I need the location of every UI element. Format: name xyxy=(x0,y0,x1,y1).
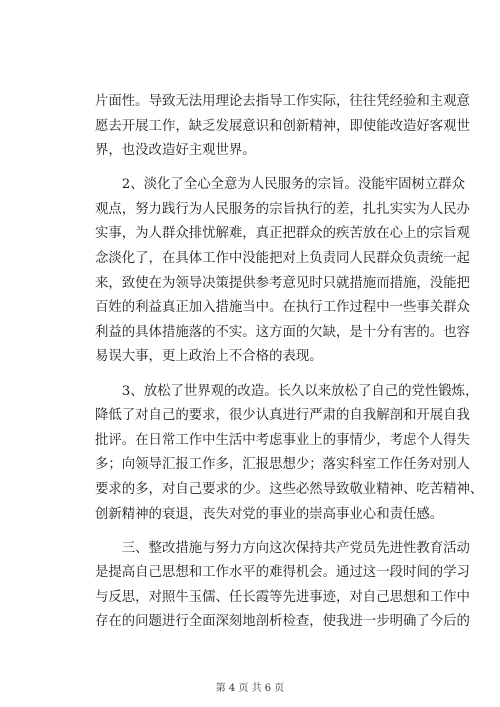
text-line: 2、淡化了全心全意为人民服务的宗旨。没能牢固树立群众 xyxy=(95,177,466,193)
text-line: 批评。在日常工作中生活中考虑事业上的事情少，考虑个人得失 xyxy=(95,432,470,448)
paragraph-gap xyxy=(95,527,410,537)
text-line: 降低了对自己的要求，很少认真进行严肃的自我解剖和开展自我 xyxy=(95,408,470,424)
document-body xyxy=(95,90,484,635)
paragraph xyxy=(95,90,470,164)
text-line: 是提高自己思想和工作水平的难得机会。通过这一段时间的学习 xyxy=(95,565,470,581)
text-line: 利益的具体措施落的不实。这方面的欠缺，是十分有害的。也容 xyxy=(95,324,470,340)
text-line: 与反思，对照牛玉儒、任长霞等先进事迹，对自己思想和工作中 xyxy=(95,589,470,605)
paragraph-gap xyxy=(95,370,410,380)
page-footer: 第 4 页 共 6 页 xyxy=(215,683,285,694)
text-line: 实事，为人群众排忧解难，真正把群众的疾苦放在心上的宗旨观 xyxy=(95,226,470,242)
text-line: 存在的问题进行全面深刻地剖析检查，使我进一步明确了今后的 xyxy=(95,614,470,630)
text-line: 百姓的利益真正加入措施当中。在执行工作过程中一些事关群众 xyxy=(95,300,470,316)
paragraph-gap xyxy=(95,164,410,174)
paragraph xyxy=(95,380,484,528)
text-line: 观点，努力践行为人民服务的宗旨执行的差，扎扎实实为人民办 xyxy=(95,201,470,217)
paragraph xyxy=(95,173,470,370)
text-line: 片面性。导致无法用理论去指导工作实际，往往凭经验和主观意 xyxy=(95,94,470,109)
text-line: 多；向领导汇报工作多，汇报思想少；落实科室工作任务对别人 xyxy=(95,457,470,473)
text-line: 易误大事，更上政治上不合格的表现。 xyxy=(95,349,323,365)
text-line: 来，致使在为领导决策提供参考意见时只就措施而措施，没能把 xyxy=(95,275,470,291)
text-line: 创新精神的衰退，丧失对党的事业的崇高事业心和责任感。 xyxy=(95,506,444,522)
text-line: 界，也没改造好主观世界。 xyxy=(95,143,256,159)
text-line: 念淡化了，在具体工作中没能把对上负责同人民群众负责统一起 xyxy=(95,251,470,267)
text-line: 愿去开展工作，缺乏发展意识和创新精神，即使能改造好客观世 xyxy=(95,118,470,134)
text-line: 3、放松了世界观的改造。长久以来放松了自己的党性锻炼， xyxy=(95,383,479,399)
text-line: 要求的多，对自己要求的少。这些必然导致敬业精神、吃苦精神、 xyxy=(95,481,484,497)
paragraph xyxy=(95,537,470,635)
text-line: 三、整改措施与努力方向这次保持共产党员先进性教育活动 xyxy=(95,540,470,556)
